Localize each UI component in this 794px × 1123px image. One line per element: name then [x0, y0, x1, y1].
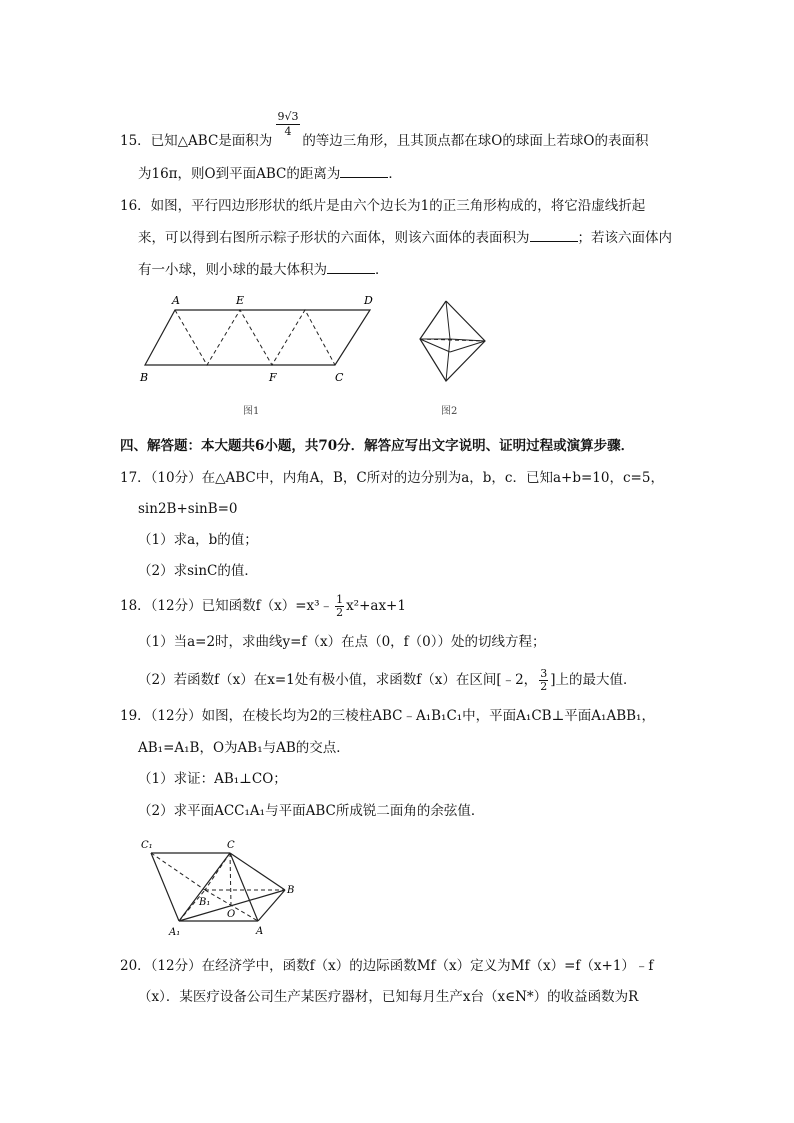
figure-3-prism — [135, 835, 310, 940]
q19-part2: （2）求平面ACC₁A₁与平面ABC所成锐二面角的余弦值． — [138, 803, 485, 819]
q19-line2: AB₁=A₁B，O为AB₁与AB的交点． — [138, 740, 350, 756]
label-B: B — [287, 885, 295, 896]
q18-part2-fraction — [539, 668, 548, 693]
label-C: C — [227, 840, 235, 851]
q17-part2: （2）求sinC的值． — [138, 563, 258, 579]
edge-C1-A1 — [151, 853, 179, 921]
q18-fraction — [335, 594, 344, 619]
answer-blank — [327, 261, 375, 274]
q18-part2-frac-den: 2 — [540, 680, 548, 693]
q18-part2-post: ]上的最大值． — [550, 672, 637, 688]
q18-part2-frac-num: 3 — [540, 667, 548, 680]
q15-line1-pre: 15．已知△ABC是面积为 — [120, 133, 273, 149]
hexahedron-outline — [420, 301, 485, 381]
q15-line2-pre: 为16π，则O到平面ABC的距离为 — [138, 166, 341, 182]
edge-top-front — [446, 301, 450, 339]
q17-part1: （1）求a，b的值； — [138, 532, 258, 548]
q16-line2-mid: ；若该六面体内 — [577, 230, 672, 246]
section-4-heading: 四、解答题：本大题共6小题，共70分．解答应写出文字说明、证明过程或演算步骤． — [120, 438, 635, 454]
q16-line3-pre: 有一小球，则小球的最大体积为 — [138, 262, 327, 278]
q15-line1-post: 的等边三角形，且其顶点都在球O的球面上若球O的表面积 — [302, 133, 649, 149]
label-C: C — [335, 371, 344, 384]
label-B: B — [140, 371, 149, 384]
q16-line2 — [138, 229, 672, 247]
figure-1-parallelogram — [135, 290, 380, 420]
q16-line2-pre: 来，可以得到右图所示粽子形状的六面体，则该六面体的表面积为 — [138, 230, 530, 246]
q16-line1: 16．如图，平行四边形形状的纸片是由六个边长为1的正三角形构成的，将它沿虚线折起 — [120, 198, 646, 214]
q18-line1-pre: 18．（12分）已知函数f（x）=x³﹣ — [120, 598, 334, 614]
edge-A-B — [258, 890, 285, 921]
q15-line2 — [138, 165, 402, 183]
hidden-C-O — [230, 853, 231, 906]
q15-frac-den: 4 — [276, 124, 300, 139]
q15-frac-num: 9√3 — [277, 110, 299, 123]
fold-lines — [175, 310, 335, 365]
q18-line1-post: x²+ax+1 — [346, 598, 406, 614]
q18-frac-den: 2 — [336, 606, 344, 619]
q18-part1: （1）当a=2时，求曲线y=f（x）在点（0，f（0））处的切线方程； — [138, 634, 546, 650]
label-D: D — [364, 294, 373, 307]
parallelogram-outline — [145, 310, 370, 365]
label-A1: A₁ — [169, 927, 181, 938]
q20-line2: （x）．某医疗设备公司生产某医疗器材，已知每月生产x台（x∈N*）的收益函数为R — [138, 989, 639, 1005]
edge-front-bottom — [446, 339, 450, 381]
figure-1-caption: 图1 — [243, 406, 260, 417]
q18-line1 — [120, 594, 406, 619]
q17-line1: 17．（10分）在△ABC中，内角A，B，C所对的边分别为a，b，c．已知a+b=10，c=5， — [120, 470, 664, 486]
q19-line1: 19．（12分）如图，在棱长均为2的三棱柱ABC﹣A₁B₁C₁中，平面A₁CB⊥平面A₁ABB₁， — [120, 708, 655, 724]
label-F: F — [269, 371, 277, 384]
label-A: A — [256, 926, 264, 937]
q20-line1: 20．（12分）在经济学中，函数f（x）的边际函数Mf（x）定义为Mf（x）=f（x+1）﹣f — [120, 958, 654, 974]
q18-part2-pre: （2）若函数f（x）在x=1处有极小值，求函数f（x）在区间[﹣2， — [138, 672, 538, 688]
answer-blank — [340, 165, 388, 178]
figure-2-caption: 图2 — [441, 406, 458, 417]
q16-line3 — [138, 261, 389, 279]
figure-2-hexahedron — [410, 290, 500, 420]
q17-line2: sin2B+sinB=0 — [138, 501, 238, 517]
label-B1: B₁ — [199, 897, 211, 908]
label-A: A — [172, 294, 180, 307]
q16-line3-post: ． — [375, 262, 389, 278]
q18-part2 — [138, 668, 636, 693]
answer-blank — [530, 229, 578, 242]
label-O: O — [227, 909, 236, 920]
q18-frac-num: 1 — [336, 593, 344, 606]
edge-C-A1 — [179, 853, 230, 921]
label-E: E — [236, 294, 245, 307]
q19-part1: （1）求证：AB₁⊥CO； — [138, 771, 287, 787]
label-C1: C₁ — [141, 840, 153, 851]
q15-line2-post: ． — [388, 166, 402, 182]
q15-line1 — [120, 132, 648, 150]
